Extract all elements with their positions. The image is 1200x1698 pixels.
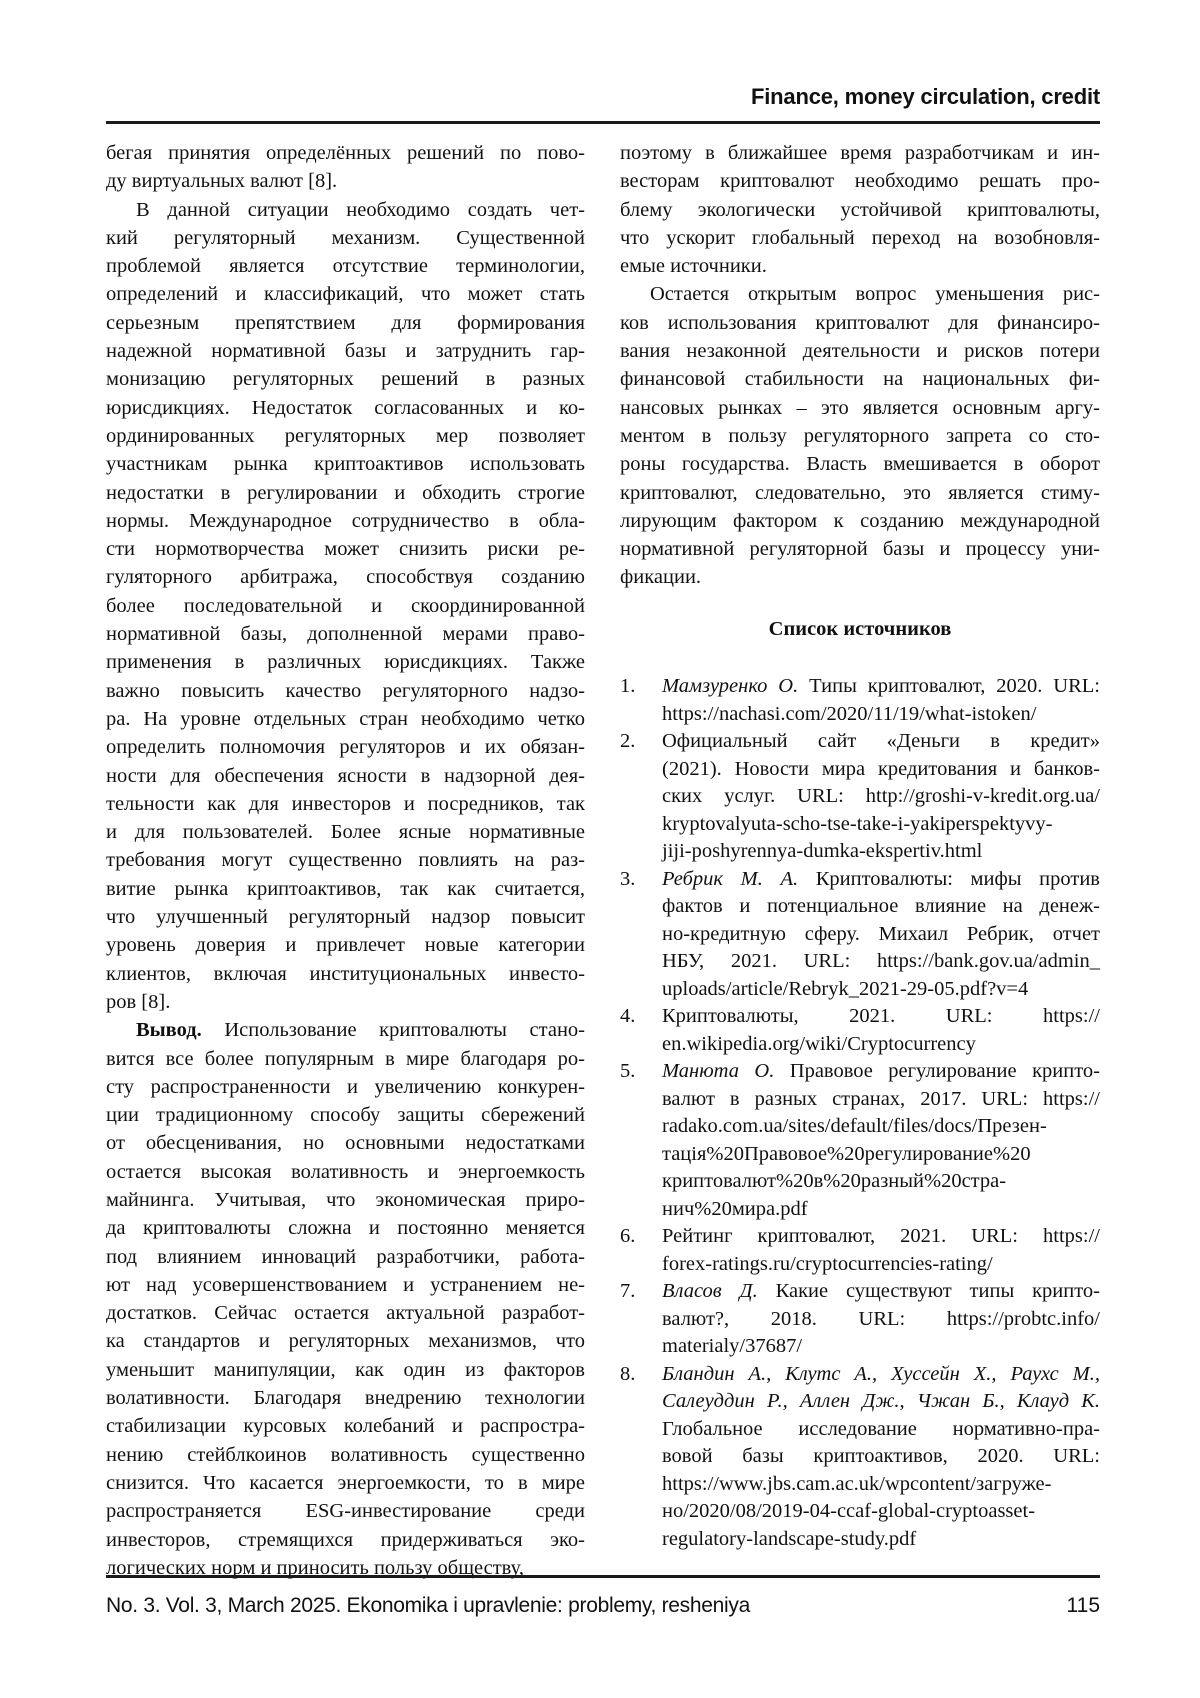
line-text: нормы. Международное сотрудничество в обла- [106,510,585,532]
line-text: юрисдикциях. Недостаток согласованных и ко- [106,397,585,419]
line-text: снизится. Что касается энергоемкости, то в мире [106,1472,585,1494]
reference-text: валют в разных странах, 2017. URL: https:// [662,1088,1100,1110]
reference-item [620,673,1100,728]
line-text: сту распространенности и увеличению конкурен- [106,1076,585,1098]
line-text: нормативной базы, дополненной мерами право- [106,623,585,645]
paragraph [106,139,585,196]
line-text: важно повысить качество регуляторного надзо- [106,680,585,702]
reference-number: 8. [620,1361,635,1389]
line-text: В данной ситуации необходимо создать чет- [136,199,585,221]
running-header: Finance, money circulation, credit [751,84,1100,110]
line-text: нению стейблкоинов волативность существенно [106,1444,585,1466]
line-text: ности для обеспечения ясности в надзорной дея- [106,765,585,787]
reference-line [662,1471,1100,1499]
line-text: применения в различных юрисдикциях. Также [106,651,585,673]
line-text: Использование криптовалюты стано- [202,1019,585,1041]
line-text: что ускорит глобальный переход на возобновля- [620,227,1100,249]
line-text: инвесторов, стремящихся придерживаться эко- [106,1529,585,1551]
reference-line [662,1498,1100,1526]
reference-line [662,1278,1100,1306]
text-line [106,479,585,507]
line-text: криптовалют, следовательно, это является стиму- [620,482,1100,504]
reference-text: ских услуг. URL: http://groshi-v-kredit.org.ua/ [662,785,1100,807]
text-line [106,1101,585,1129]
text-line [106,903,585,931]
reference-authors: Салеуддин Р., Аллен Дж., Чжан Б., Клауд К. [662,1390,1100,1412]
text-line [620,139,1100,167]
reference-text: materialy/37687/ [662,1335,802,1357]
text-line [106,846,585,874]
reference-number: 5. [620,1058,635,1086]
reference-text: нич%20мира.pdf [662,1198,808,1220]
text-line [106,422,585,450]
line-text: логических норм и приносить пользу обществу, [106,1557,524,1579]
text-line [106,1412,585,1440]
reference-text: radako.com.ua/sites/default/files/docs/Презен- [662,1115,1047,1137]
text-line [620,309,1100,337]
paragraph [106,1016,585,1582]
text-line [620,167,1100,195]
text-line [106,563,585,591]
text-line [620,422,1100,450]
reference-text: валют?, 2018. URL: https://probtc.info/ [662,1308,1100,1330]
line-text: достатков. Сейчас остается актуальной разработ- [106,1302,585,1324]
text-line [106,365,585,393]
reference-text: но/2020/08/2019-04-ccaf-global-cryptoasset- [662,1500,1035,1522]
reference-text: regulatory-landscape-study.pdf [662,1528,916,1550]
reference-text: криптовалют%20в%20разный%20стра- [662,1170,1006,1192]
text-line [106,1186,585,1214]
text-line [106,960,585,988]
text-line [620,280,1100,308]
reference-line [662,1168,1100,1196]
reference-number: 3. [620,866,635,894]
reference-text: но-кредитную сферу. Михаил Ребрик, отчет [662,923,1100,945]
text-line [106,1243,585,1271]
reference-text: Официальный сайт «Деньги в кредит» [662,730,1100,752]
reference-item [620,1223,1100,1278]
reference-line [662,948,1100,976]
line-text: ют над усовершенствованием и устранением не- [106,1274,585,1296]
text-line [106,762,585,790]
text-line [106,1327,585,1355]
text-line [620,535,1100,563]
reference-text: https://nachasi.com/2020/11/19/what-istoken/ [662,703,1036,725]
line-text: остается высокая волативность и энергоемкость [106,1161,585,1183]
text-line [106,1299,585,1327]
line-text: что улучшенный регуляторный надзор повысит [106,906,585,928]
line-text: уровень доверия и привлечет новые категории [106,934,585,956]
reference-line [662,921,1100,949]
text-line [106,818,585,846]
text-line [106,648,585,676]
line-text: монизацию регуляторных решений в разных [106,368,585,390]
text-line [106,1526,585,1554]
reference-text: Криптовалюты, 2021. URL: https:// [662,1005,1100,1027]
reference-item [620,1361,1100,1554]
bold-lead: Вывод. [136,1019,202,1041]
text-line [106,1129,585,1157]
paragraph [620,139,1100,280]
text-line [620,337,1100,365]
text-line [106,280,585,308]
line-text: клиентов, включая институциональных инвесто- [106,963,585,985]
reference-line [662,1086,1100,1114]
line-text: ции традиционному способу защиты сбережений [106,1104,585,1126]
line-text: вания незаконной деятельности и рисков потери [620,340,1100,362]
line-text: да криптовалюты сложна и постоянно меняется [106,1217,585,1239]
reference-text: forex-ratings.ru/cryptocurrencies-rating/ [662,1253,993,1275]
reference-text: Криптовалюты: мифы против [798,868,1100,890]
text-line [106,337,585,365]
references-list [620,673,1100,1553]
references-heading: Список источников [620,615,1100,643]
line-text: ра. На уровне отдельных стран необходимо четко [106,708,585,730]
reference-line [662,783,1100,811]
line-text: волативности. Благодаря внедрению технологии [106,1387,585,1409]
reference-line [662,838,1100,866]
reference-number: 7. [620,1278,635,1306]
reference-text: Типы криптовалют, 2020. URL: [798,675,1100,697]
reference-line [662,1003,1100,1031]
line-text: роны государства. Власть вмешивается в оборот [620,453,1100,475]
reference-line [662,976,1100,1004]
line-text: тельности как для инвесторов и посредников, так [106,793,585,815]
reference-number: 1. [620,673,635,701]
line-text: нормативной регуляторной базы и процессу уни- [620,538,1100,560]
reference-line [662,1031,1100,1059]
text-line [106,875,585,903]
line-text: кий регуляторный механизм. Существенной [106,227,585,249]
reference-line [662,1196,1100,1224]
text-line [106,394,585,422]
line-text: уменьшит манипуляции, как один из факторов [106,1359,585,1381]
text-line [106,139,585,167]
reference-line [662,866,1100,894]
text-line [106,507,585,535]
reference-number: 6. [620,1223,635,1251]
reference-item [620,1058,1100,1223]
text-line [106,1384,585,1412]
text-line [620,450,1100,478]
reference-line [662,701,1100,729]
line-text: стабилизации курсовых колебаний и распростра- [106,1415,585,1437]
line-text: ментом в пользу регуляторного запрета со сто- [620,425,1100,447]
text-line [106,1441,585,1469]
line-text: поэтому в ближайшее время разработчикам и ин- [620,142,1100,164]
line-text: и для пользователей. Более ясные нормативные [106,821,585,843]
line-text: распространяется ESG-инвестирование среди [106,1500,585,1522]
line-text: фикации. [620,566,701,588]
reference-item [620,1278,1100,1361]
line-text: участникам рынка криптоактивов использовать [106,453,585,475]
line-text: вится все более популярным в мире благодаря ро- [106,1048,585,1070]
reference-item [620,1003,1100,1058]
reference-line [662,1113,1100,1141]
line-text: ров [8]. [106,991,170,1013]
reference-line [662,1251,1100,1279]
text-line [620,507,1100,535]
text-line [106,1158,585,1186]
text-line [106,1469,585,1497]
text-line [106,450,585,478]
line-text: нансовых рынках – это является основным аргу- [620,397,1100,419]
reference-item [620,866,1100,1004]
text-line [620,224,1100,252]
text-line [106,167,585,195]
reference-authors: Мамзуренко О. [662,675,798,697]
line-text: Остается открытым вопрос уменьшения рис- [650,283,1100,305]
text-line [620,365,1100,393]
text-line [620,394,1100,422]
reference-line [662,1388,1100,1416]
reference-authors: Манюта О. [662,1060,774,1082]
text-line [106,705,585,733]
text-line [106,620,585,648]
text-line [106,1016,585,1044]
reference-text: https://www.jbs.cam.ac.uk/wpcontent/загруже- [662,1473,1051,1495]
line-text: витие рынка криптоактивов, так как считается, [106,878,585,900]
reference-text: фактов и потенциальное влияние на денеж- [662,895,1100,917]
line-text: более последовательной и скоординированной [106,595,585,617]
text-line [106,931,585,959]
left-column [106,139,585,1582]
text-line [106,309,585,337]
reference-number: 2. [620,728,635,756]
text-line [106,1497,585,1525]
footer-rule [106,1575,1100,1578]
text-line [106,1214,585,1242]
reference-text: вовой базы криптоактивов, 2020. URL: [662,1445,1100,1467]
paragraph [620,280,1100,591]
line-text: от обесценивания, но основными недостатками [106,1132,585,1154]
line-text: требования могут существенно повлиять на раз- [106,849,585,871]
reference-line [662,1361,1100,1389]
text-line [106,988,585,1016]
header-rule [106,121,1100,124]
text-line [106,677,585,705]
reference-line [662,1306,1100,1334]
line-text: весторам криптовалют необходимо решать про- [620,170,1100,192]
reference-text: Рейтинг криптовалют, 2021. URL: https:// [662,1225,1100,1247]
reference-line [662,728,1100,756]
reference-line [662,1223,1100,1251]
page-number: 115 [1067,1594,1100,1618]
text-line [106,733,585,761]
right-column [620,139,1100,592]
reference-text: Какие существуют типы крипто- [758,1280,1100,1302]
reference-authors: Бландин А., Клутс А., Хуссейн Х., Раухс М., [662,1363,1100,1385]
line-text: ординированных регуляторных мер позволяет [106,425,585,447]
reference-line [662,756,1100,784]
reference-text: en.wikipedia.org/wiki/Cryptocurrency [662,1033,976,1055]
text-line [106,1045,585,1073]
text-line [106,592,585,620]
footer-citation: No. 3. Vol. 3, March 2025. Ekonomika i upravlenie: problemy, resheniya [106,1594,750,1618]
reference-line [662,1443,1100,1471]
line-text: майнинга. Учитывая, что экономическая приро- [106,1189,585,1211]
text-line [620,479,1100,507]
reference-text: uploads/article/Rebryk_2021-29-05.pdf?v=4 [662,978,1028,1000]
reference-item [620,728,1100,866]
reference-authors: Власов Д. [662,1280,758,1302]
line-text: бегая принятия определённых решений по пово- [106,142,585,164]
reference-text: НБУ, 2021. URL: https://bank.gov.ua/admin_ [662,950,1100,972]
line-text: блему экологически устойчивой криптовалюты, [620,199,1100,221]
reference-text: Глобальное исследование нормативно-пра- [662,1418,1100,1440]
reference-line [662,673,1100,701]
line-text: надежной нормативной базы и затруднить гар- [106,340,585,362]
reference-line [662,1333,1100,1361]
reference-text: kryptovalyuta-scho-tse-take-i-yakiperspektyvy- [662,813,1053,835]
line-text: определений и классификаций, что может стать [106,283,585,305]
line-text: ду виртуальных валют [8]. [106,170,337,192]
reference-line [662,811,1100,839]
line-text: сти нормотворчества может снизить риски ре- [106,538,585,560]
text-line [620,252,1100,280]
line-text: серьезным препятствием для формирования [106,312,585,334]
text-line [620,196,1100,224]
reference-authors: Ребрик М. А. [662,868,798,890]
reference-line [662,1526,1100,1554]
line-text: лирующим фактором к созданию международной [620,510,1100,532]
reference-line [662,1058,1100,1086]
line-text: гуляторного арбитража, способствуя созданию [106,566,585,588]
reference-line [662,1416,1100,1444]
reference-text: (2021). Новости мира кредитования и банков- [662,758,1100,780]
reference-text: jiji-poshyrennya-dumka-ekspertiv.html [662,840,982,862]
line-text: ка стандартов и регуляторных механизмов, что [106,1330,585,1352]
text-line [106,224,585,252]
text-line [106,1271,585,1299]
text-line [106,535,585,563]
line-text: ков использования криптовалют для финансиро- [620,312,1100,334]
paragraph [106,196,585,1017]
text-line [106,1073,585,1101]
text-line [106,196,585,224]
line-text: емые источники. [620,255,767,277]
reference-text: тація%20Правовое%20регулирование%20 [662,1143,1031,1165]
line-text: финансовой стабильности на национальных фи- [620,368,1100,390]
reference-text: Правовое регулирование крипто- [774,1060,1100,1082]
reference-line [662,893,1100,921]
line-text: под влиянием инноваций разработчики, работа- [106,1246,585,1268]
line-text: определить полномочия регуляторов и их обязан- [106,736,585,758]
text-line [106,790,585,818]
text-line [106,252,585,280]
text-line [620,563,1100,591]
reference-line [662,1141,1100,1169]
reference-number: 4. [620,1003,635,1031]
line-text: недостатки в регулировании и обходить строгие [106,482,585,504]
text-line [106,1356,585,1384]
line-text: проблемой является отсутствие терминологии, [106,255,585,277]
